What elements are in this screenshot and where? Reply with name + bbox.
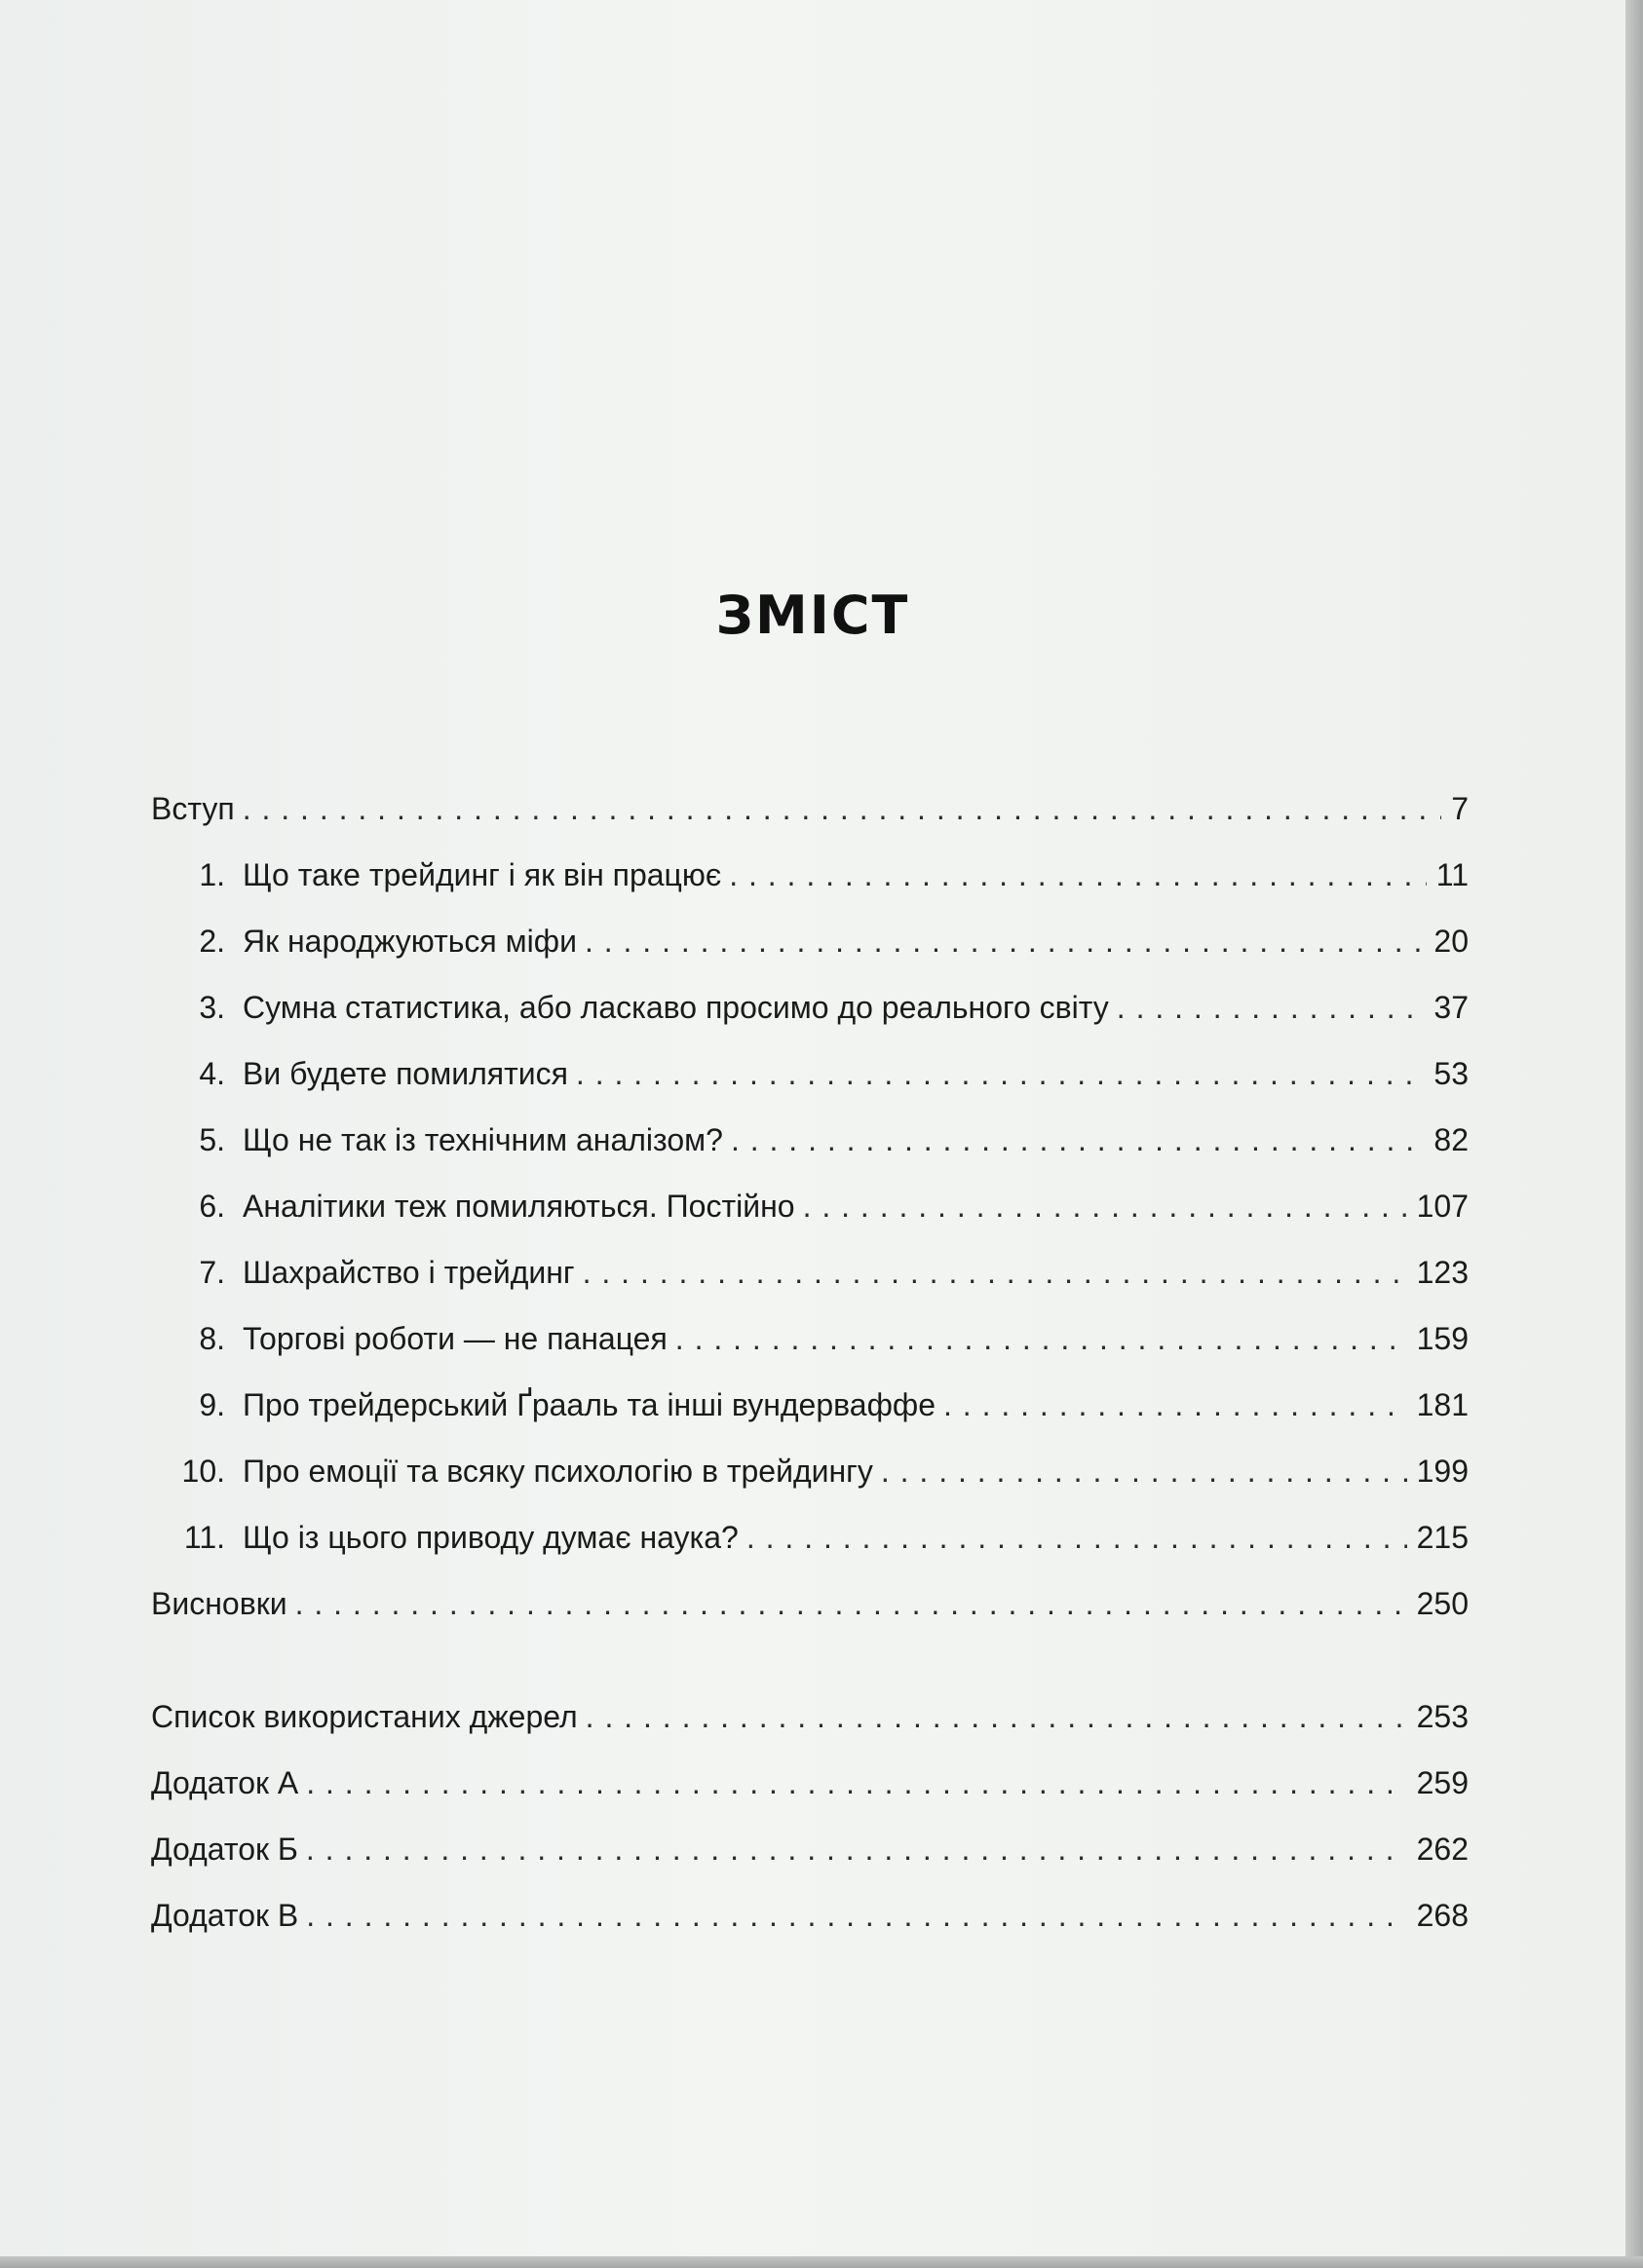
toc-entry-references	[151, 1699, 1469, 1765]
toc-entry-label: Про трейдерський Ґрааль та інші вундерваффе	[243, 1387, 936, 1422]
toc-entry-appendix-a	[151, 1765, 1469, 1832]
dot-leader	[306, 1898, 1406, 1934]
toc-entry-number: 1.	[199, 857, 225, 892]
toc-entry-page: 268	[1416, 1898, 1469, 1933]
page-edge-right	[1625, 0, 1643, 2268]
toc-entry-label: Ви будете помилятися	[243, 1056, 568, 1091]
table-of-contents	[151, 791, 1469, 1964]
toc-entry-label: Висновки	[151, 1586, 287, 1621]
toc-entry-chapter-10	[151, 1454, 1469, 1520]
dot-leader	[576, 1056, 1424, 1092]
toc-entry-chapter-3	[151, 990, 1469, 1056]
toc-entry-page: 123	[1416, 1255, 1469, 1290]
toc-entry-label: Що із цього приводу думає наука?	[243, 1520, 739, 1555]
toc-entry-label: Додаток Б	[151, 1832, 298, 1867]
page-edge-bottom	[0, 2256, 1643, 2268]
toc-entry-page: 253	[1416, 1699, 1469, 1734]
dot-leader	[243, 791, 1442, 827]
toc-entry-page: 181	[1416, 1387, 1469, 1422]
toc-entry-number: 6.	[199, 1189, 225, 1224]
toc-entry-chapter-1	[151, 857, 1469, 924]
toc-entry-label: Вступ	[151, 791, 235, 826]
toc-entry-number: 5.	[199, 1122, 225, 1157]
toc-entry-number: 10.	[181, 1454, 225, 1489]
toc-entry-page: 215	[1416, 1520, 1469, 1555]
toc-entry-chapter-2	[151, 924, 1469, 990]
dot-leader	[1117, 990, 1425, 1026]
toc-entry-label: Як народжуються міфи	[243, 924, 577, 959]
toc-entry-number: 11.	[183, 1520, 225, 1555]
toc-entry-page: 107	[1416, 1189, 1469, 1224]
toc-entry-chapter-4	[151, 1056, 1469, 1122]
toc-entry-intro	[151, 791, 1469, 857]
toc-entry-label: Додаток В	[151, 1898, 299, 1933]
dot-leader	[803, 1189, 1407, 1225]
toc-entry-label: Аналітики теж помиляються. Постійно	[243, 1189, 795, 1224]
toc-entry-number: 4.	[199, 1056, 225, 1091]
dot-leader	[306, 1832, 1407, 1868]
toc-entry-label: Сумна статистика, або ласкаво просимо до реального світу	[243, 990, 1109, 1025]
toc-entry-appendix-b	[151, 1832, 1469, 1898]
toc-entry-page: 199	[1416, 1454, 1469, 1489]
toc-entry-appendix-v	[151, 1898, 1469, 1964]
toc-entry-number: 3.	[199, 990, 225, 1025]
dot-leader	[295, 1586, 1407, 1622]
toc-entry-page: 11	[1435, 857, 1469, 892]
toc-entry-label: Шахрайство і трейдинг	[243, 1255, 575, 1290]
toc-entry-page: 20	[1433, 924, 1469, 959]
toc-entry-chapter-8	[151, 1321, 1469, 1387]
toc-entry-page: 259	[1416, 1765, 1469, 1800]
toc-entry-page: 37	[1433, 990, 1469, 1025]
toc-entry-page: 7	[1451, 791, 1469, 826]
dot-leader	[586, 1699, 1407, 1735]
toc-entry-label: Торгові роботи — не панацея	[243, 1321, 668, 1356]
toc-entry-label: Список використаних джерел	[151, 1699, 578, 1734]
toc-entry-chapter-9	[151, 1387, 1469, 1454]
toc-entry-number: 7.	[199, 1255, 225, 1290]
toc-entry-page: 262	[1416, 1832, 1469, 1867]
toc-entry-page: 53	[1433, 1056, 1469, 1091]
dot-leader	[943, 1387, 1407, 1423]
toc-entry-label: Додаток А	[151, 1765, 299, 1800]
toc-entry-label: Що таке трейдинг і як він працює	[243, 857, 722, 892]
toc-entry-label: Що не так із технічним аналізом?	[243, 1122, 723, 1157]
dot-leader	[729, 857, 1427, 893]
toc-entry-page: 82	[1433, 1122, 1469, 1157]
toc-entry-number: 2.	[199, 924, 225, 959]
toc-entry-chapter-6	[151, 1189, 1469, 1255]
toc-entry-label: Про емоції та всяку психологію в трейдингу	[243, 1454, 873, 1489]
dot-leader	[675, 1321, 1407, 1357]
dot-leader	[881, 1454, 1407, 1490]
page-title: ЗМІСТ	[715, 585, 910, 646]
dot-leader	[731, 1122, 1424, 1158]
toc-entry-page: 250	[1416, 1586, 1469, 1621]
toc-entry-chapter-7	[151, 1255, 1469, 1321]
toc-entry-page: 159	[1416, 1321, 1469, 1356]
dot-leader	[746, 1520, 1407, 1556]
toc-entry-chapter-11	[151, 1520, 1469, 1586]
dot-leader	[306, 1765, 1406, 1801]
toc-entry-number: 8.	[199, 1321, 225, 1356]
toc-entry-chapter-5	[151, 1122, 1469, 1189]
dot-leader	[583, 1255, 1407, 1291]
dot-leader	[585, 924, 1424, 960]
toc-entry-conclusions	[151, 1586, 1469, 1652]
toc-entry-number: 9.	[199, 1387, 225, 1422]
